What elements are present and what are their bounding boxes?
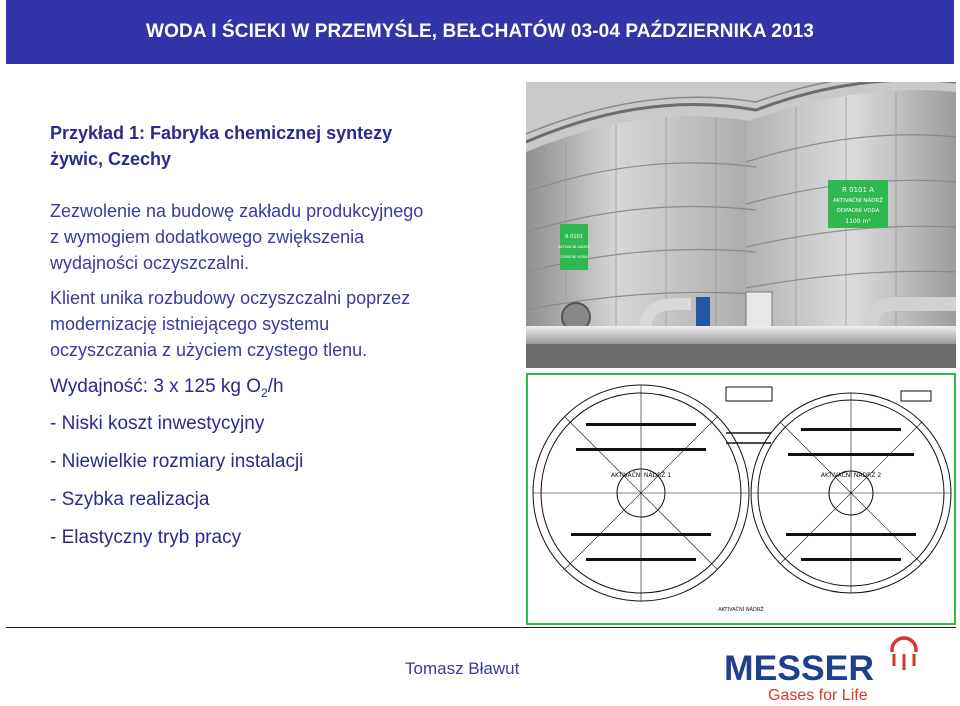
slide-title <box>50 120 490 172</box>
messer-logo <box>724 634 920 704</box>
paragraph-line: modernizację istniejącego systemu <box>50 314 330 334</box>
sign-right-line: R 0101 A <box>842 186 874 194</box>
tanks-photo <box>526 82 956 368</box>
title-line: żywic, Czechy <box>50 149 172 169</box>
bullet-item: - Elastyczny tryb pracy <box>50 527 242 548</box>
logo-tagline: Gases for Life <box>768 687 868 704</box>
sign-left-line: R 0101 <box>565 234 583 240</box>
author-name: Tomasz Bławut <box>405 659 520 678</box>
header-title: WODA I ŚCIEKI W PRZEMYŚLE, BEŁCHATÓW 03-04 PAŹDZIERNIKA 2013 <box>146 21 814 42</box>
sign-left-line: AKTIVAČNÍ NÁDRŽ <box>558 245 590 249</box>
sign-right-line: ODPADNÍ VODA <box>836 208 880 214</box>
sign-left-line: ODPADNÍ VODA <box>560 255 588 259</box>
capacity-line <box>50 374 510 406</box>
logo-wordmark: MESSER <box>724 649 874 688</box>
title-line: Przykład 1: Fabryka chemicznej syntezy <box>50 123 393 143</box>
paragraph-permit <box>50 198 510 276</box>
paragraph-line: Klient unika rozbudowy oczyszczalni poprzez <box>50 288 411 308</box>
paragraph-line: z wymogiem dodatkowego zwiększenia <box>50 227 365 247</box>
pump <box>696 297 710 327</box>
paragraph-line: oczyszczania z użyciem czystego tlenu. <box>50 340 368 360</box>
tank-layout-drawing <box>526 373 956 625</box>
paragraph-line: Zezwolenie na budowę zakładu produkcyjnego <box>50 201 424 221</box>
drawing-label: AKTIVAČNÍ NÁDRŽ 1 <box>610 472 672 479</box>
drawing-label: AKTIVAČNÍ NÁDRŽ 2 <box>820 472 882 479</box>
drawing-label: AKTIVAČNÍ NÁDRŽ <box>718 607 764 613</box>
slide-header <box>6 0 954 64</box>
capacity-subscript: 2 <box>261 385 268 400</box>
footer-divider <box>6 627 956 628</box>
bullet-item: - Niewielkie rozmiary instalacji <box>50 451 304 472</box>
messer-emblem-icon <box>886 638 920 670</box>
paragraph-line: wydajności oczyszczalni. <box>50 253 250 273</box>
sign-right-line: 1100 m³ <box>845 218 871 225</box>
capacity-prefix: Wydajność: 3 x 125 kg O <box>50 376 262 397</box>
capacity-suffix: /h <box>267 376 284 397</box>
sign-right-line: AKTIVAČNÍ NÁDRŽ <box>832 198 884 204</box>
main-pipe <box>526 326 956 344</box>
paragraph-client <box>50 285 510 363</box>
bullet-item: - Niski koszt inwestycyjny <box>50 413 265 434</box>
bullet-item: - Szybka realizacja <box>50 489 210 510</box>
